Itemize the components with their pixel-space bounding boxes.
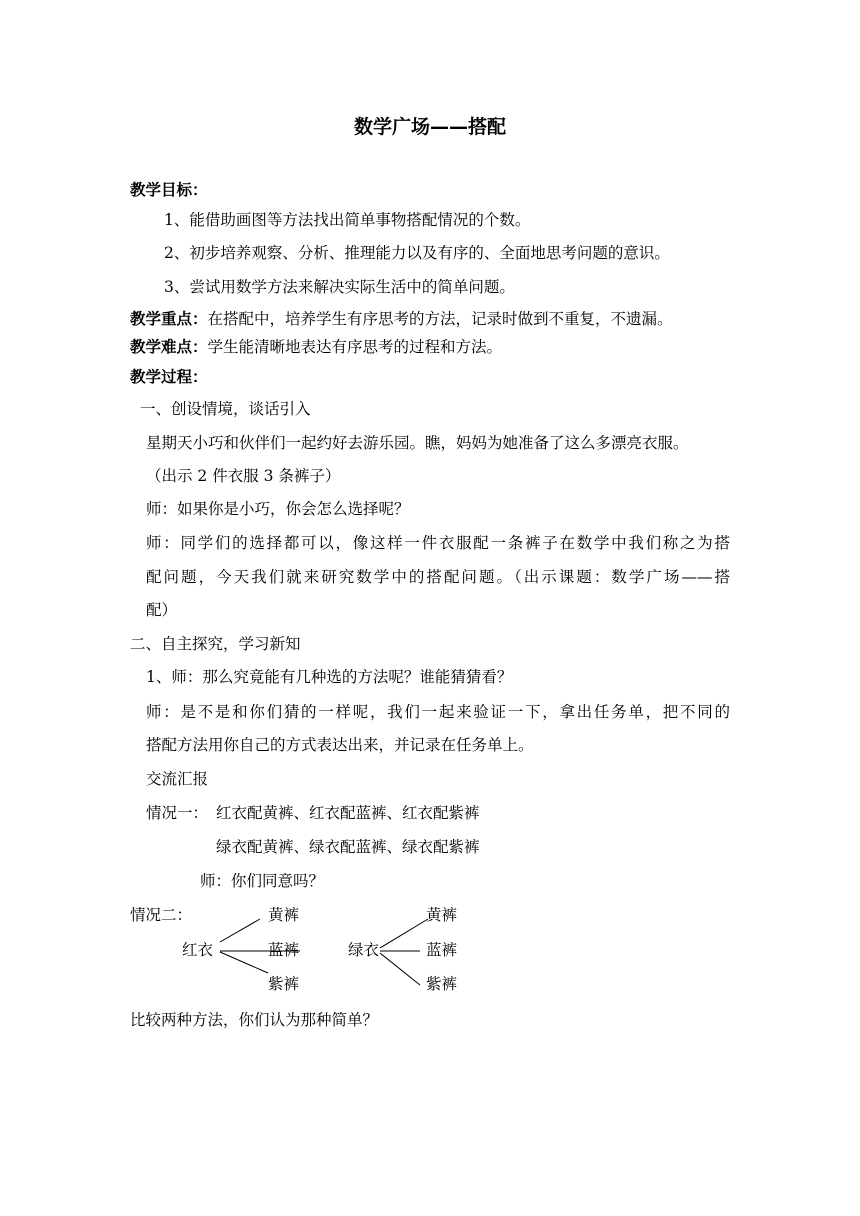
- green-branch-blue-pants: 蓝裤: [426, 941, 458, 959]
- section2-question-2-line-2: 搭配方法用你自己的方式表达出来，并记录在任务单上。: [146, 736, 534, 754]
- green-top-node: 绿衣: [348, 941, 380, 959]
- red-to-yellow-line: [220, 919, 260, 942]
- compare-question: 比较两种方法，你们认为那种简单？: [130, 1011, 379, 1029]
- case1-label: 情况一：: [146, 804, 209, 822]
- case1-row-1: 红衣配黄裤、红衣配蓝裤、红衣配紫裤: [216, 804, 480, 822]
- green-branch-yellow-pants: 黄裤: [426, 906, 458, 924]
- section1-paragraph-3: 师：如果你是小巧，你会怎么选择呢？: [146, 500, 410, 518]
- key-point-label: 教学重点：: [130, 310, 208, 328]
- objective-item-3: 3、尝试用数学方法来解决实际生活中的简单问题。: [164, 278, 515, 296]
- process-heading: 教学过程：: [130, 368, 208, 386]
- green-to-yellow-line: [380, 919, 428, 948]
- section2-question-1: 1、师：那么究竟能有几种选的方法呢？谁能猜猜看？: [146, 668, 513, 686]
- red-branch-blue-pants: 蓝裤: [268, 941, 300, 959]
- key-point-line: [130, 309, 673, 329]
- objectives-heading: 教学目标：: [130, 181, 208, 199]
- key-point-text: 在搭配中，培养学生有序思考的方法，记录时做到不重复，不遗漏。: [207, 310, 673, 328]
- section1-paragraph-4-line-1: 师：同学们的选择都可以，像这样一件衣服配一条裤子在数学中我们称之为搭: [146, 534, 730, 552]
- red-top-node: 红衣: [182, 941, 214, 959]
- difficulty-text: 学生能清晰地表达有序思考的过程和方法。: [207, 338, 503, 356]
- red-to-purple-line: [220, 952, 268, 973]
- green-branch-purple-pants: 紫裤: [426, 975, 458, 993]
- section1-paragraph-1: 星期天小巧和伙伴们一起约好去游乐园。瞧，妈妈为她准备了这么多漂亮衣服。: [146, 434, 689, 452]
- red-branch-yellow-pants: 黄裤: [268, 906, 300, 924]
- red-branch-purple-pants: 紫裤: [268, 975, 300, 993]
- section2-question-2-line-1: 师：是不是和你们猜的一样呢，我们一起来验证一下，拿出任务单，把不同的: [146, 703, 730, 721]
- document-title: 数学广场——搭配: [353, 116, 506, 138]
- case1-row-2: 绿衣配黄裤、绿衣配蓝裤、绿衣配紫裤: [216, 838, 480, 856]
- case1-question: 师：你们同意吗？: [200, 872, 325, 890]
- section1-heading: 一、创设情境，谈话引入: [140, 400, 311, 418]
- report-label: 交流汇报: [146, 770, 209, 788]
- section2-heading: 二、自主探究，学习新知: [130, 635, 301, 653]
- section1-paragraph-4-line-3: 配）: [146, 601, 178, 619]
- objective-item-2: 2、初步培养观察、分析、推理能力以及有序的、全面地思考问题的意识。: [164, 244, 670, 262]
- section1-paragraph-4-line-2: 配问题，今天我们就来研究数学中的搭配问题。（出示课题：数学广场——搭: [146, 568, 730, 586]
- green-to-purple-line: [380, 953, 420, 985]
- section1-paragraph-2: （出示 2 件衣服 3 条裤子）: [146, 467, 341, 485]
- case2-label: 情况二：: [130, 906, 193, 924]
- difficulty-label: 教学难点：: [130, 338, 208, 356]
- objective-item-1: 1、能借助画图等方法找出简单事物搭配情况的个数。: [164, 211, 531, 229]
- difficulty-line: [130, 337, 502, 357]
